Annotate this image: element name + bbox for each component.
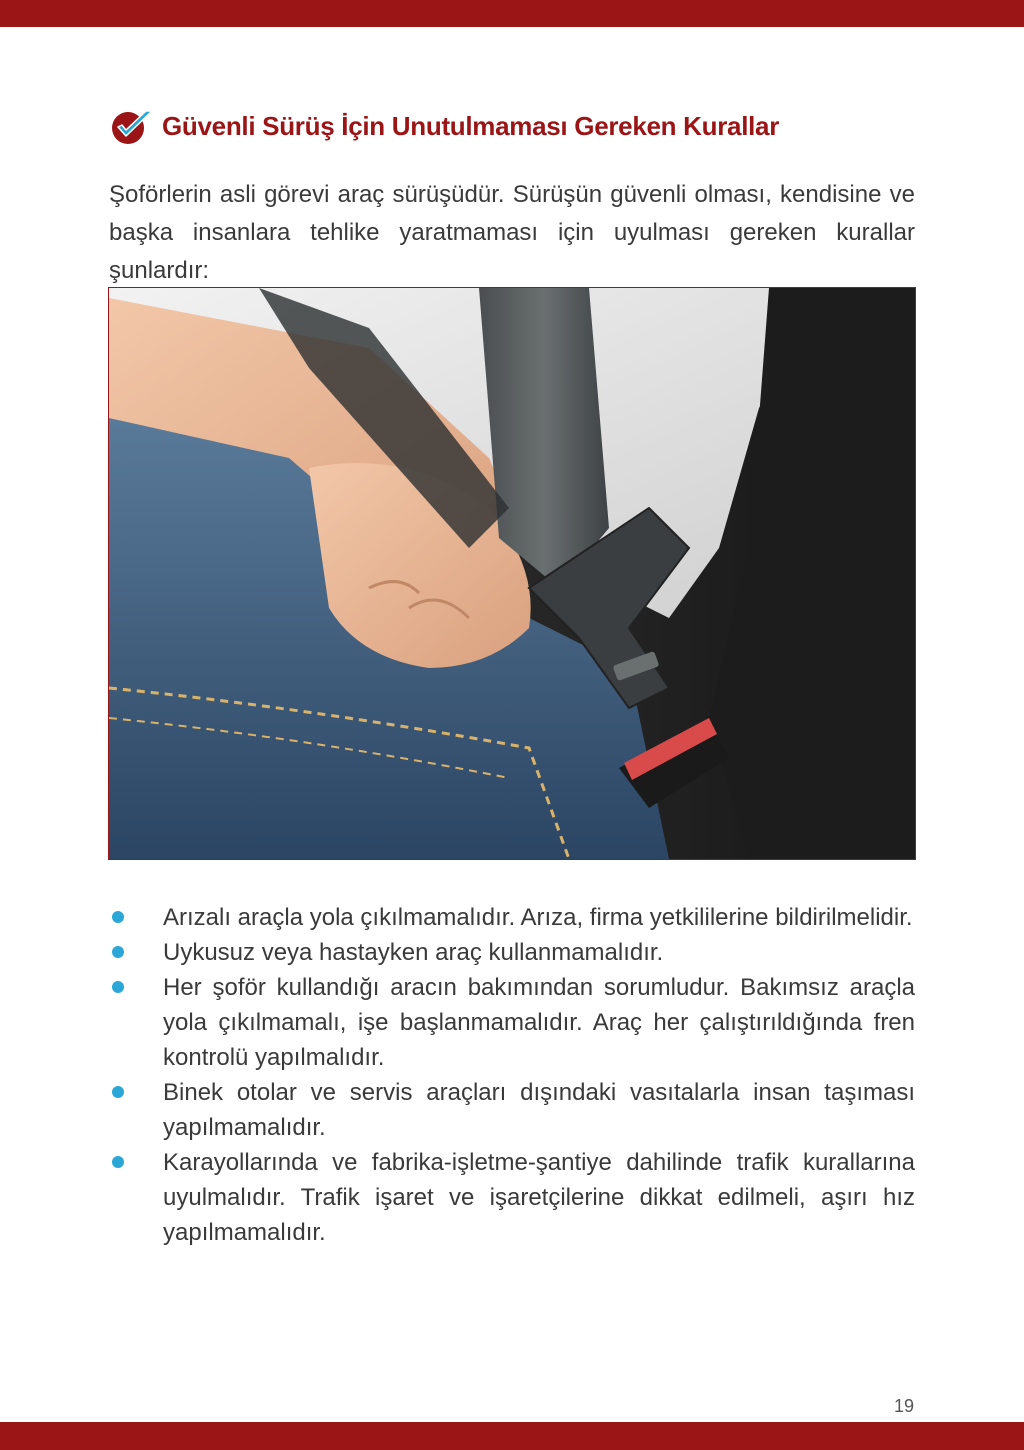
list-item <box>109 900 915 935</box>
bullet-dot-icon <box>112 981 124 993</box>
rule-text: Uykusuz veya hastayken araç kullanmamalıdır. <box>163 939 664 966</box>
rule-text: Binek otolar ve servis araçları dışındaki vasıtalarla insan taşıması yapılmamalıdır. <box>163 1079 915 1141</box>
seatbelt-photo <box>108 287 916 860</box>
rule-text: Karayollarında ve fabrika-işletme-şantiye dahilinde trafik kurallarına uyulmalıdır. Trafik işaret ve işaretçilerine dikkat edilmeli, aşırı hız yapılmamalıdır. <box>163 1149 915 1246</box>
rules-list <box>109 900 915 1250</box>
bullet-dot-icon <box>112 946 124 958</box>
list-item <box>109 970 915 1075</box>
page-title: Güvenli Sürüş İçin Unutulmaması Gereken Kurallar <box>162 110 780 141</box>
bullet-dot-icon <box>112 911 124 923</box>
list-item <box>109 935 915 970</box>
rule-text: Arızalı araçla yola çıkılmamalıdır. Arıza, firma yetkililerine bildirilmelidir. <box>163 904 913 931</box>
list-item <box>109 1145 915 1250</box>
list-item <box>109 1075 915 1145</box>
page-number: 19 <box>893 1396 914 1416</box>
bullet-dot-icon <box>112 1156 124 1168</box>
rule-text: Her şoför kullandığı aracın bakımından sorumludur. Bakımsız araçla yola çıkılmamalı, işe başlanmamalıdır. Araç her çalıştırıldığında fren kontrolü yapılmalıdır. <box>163 974 915 1071</box>
intro-paragraph: Şoförlerin asli görevi araç sürüşüdür. Sürüşün güvenli olması, kendisine ve başka insanlara tehlike yaratmaması için uyulması gereken kurallar şunlardır: <box>109 181 915 284</box>
bottom-accent-bar <box>0 1422 1024 1450</box>
bullet-dot-icon <box>112 1086 124 1098</box>
top-accent-bar <box>0 0 1024 27</box>
check-badge-icon <box>110 106 156 146</box>
section-title <box>110 106 779 146</box>
